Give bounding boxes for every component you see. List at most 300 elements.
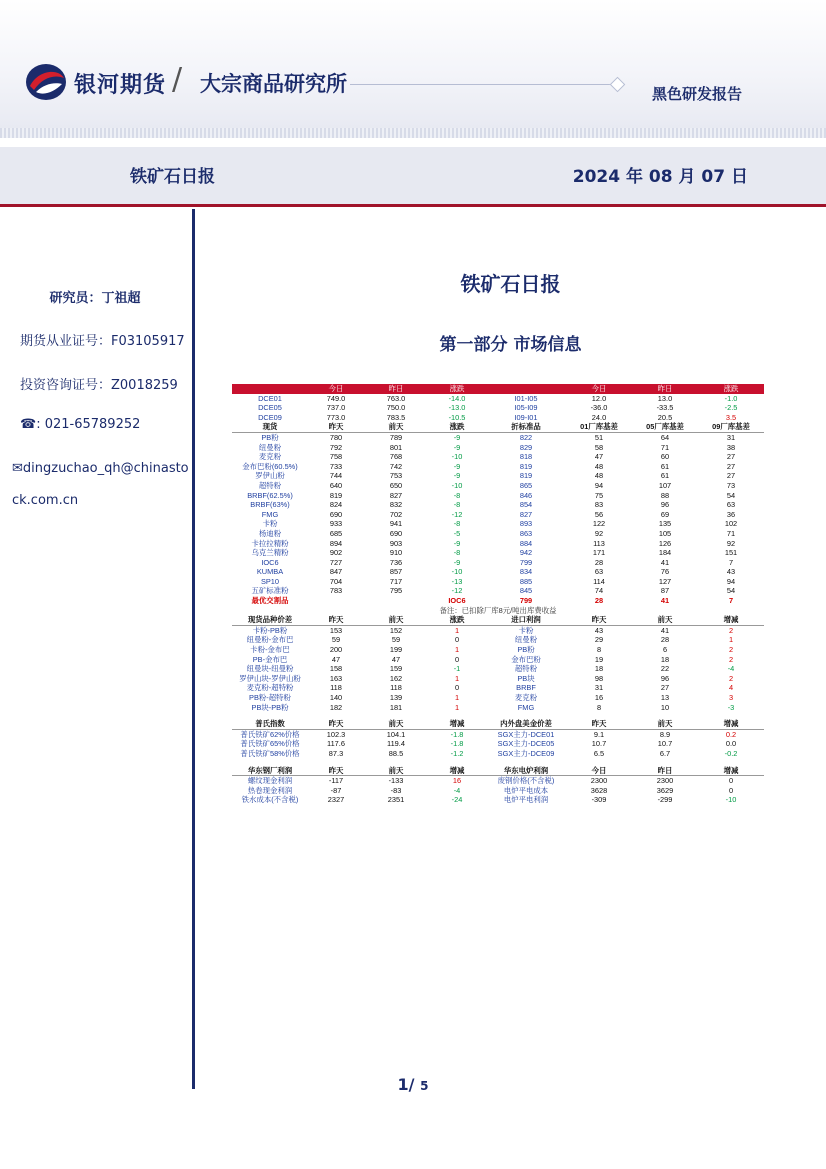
table-cell: -13.0 xyxy=(448,403,466,413)
table-cell: 昨日 xyxy=(632,766,698,776)
table-cell: 36 xyxy=(726,509,736,519)
table-cell: 16 xyxy=(452,776,462,786)
table-cell: 640 xyxy=(329,480,343,490)
galaxy-logo-icon xyxy=(24,62,68,102)
table-row xyxy=(232,443,764,453)
table-cell: 48 xyxy=(594,471,604,481)
table-row xyxy=(232,749,764,759)
table-cell: 73 xyxy=(726,480,736,490)
table-cell: 650 xyxy=(389,480,403,490)
table-row xyxy=(232,683,764,693)
table-cell: -1.0 xyxy=(724,393,738,403)
table-cell: -1.8 xyxy=(450,739,464,749)
table-cell: 0 xyxy=(728,776,734,786)
table-cell: 163 xyxy=(329,673,343,683)
table-cell: 59 xyxy=(391,635,401,645)
table-cell: 7 xyxy=(728,557,734,567)
table-cell: 麦克粉-超特粉 xyxy=(246,683,294,693)
table-cell: 114 xyxy=(593,576,605,586)
table-row xyxy=(232,645,764,655)
table-cell: 麦克粉 xyxy=(258,452,282,462)
doc-title: 铁矿石日报 xyxy=(460,272,561,296)
table-row xyxy=(232,481,764,491)
table-cell: 96 xyxy=(660,673,670,683)
table-cell: 941 xyxy=(389,519,403,529)
table-cell: 942 xyxy=(519,548,533,558)
table-row xyxy=(232,471,764,481)
table-cell: 3628 xyxy=(590,785,608,795)
table-cell: 涨跌 xyxy=(428,422,486,432)
table-cell: 88.5 xyxy=(388,748,404,758)
table-cell: -4 xyxy=(453,785,461,795)
table-cell: 181 xyxy=(389,702,403,712)
table-cell: 昨天 xyxy=(308,422,364,432)
table-cell: 742 xyxy=(389,461,403,471)
table-cell: 827 xyxy=(389,490,403,500)
table-cell: 19 xyxy=(594,654,604,664)
table-cell: 818 xyxy=(519,452,533,462)
table-row xyxy=(232,664,764,674)
table-section-header xyxy=(232,615,764,625)
table-cell: 753 xyxy=(389,471,403,481)
table-cell: -9 xyxy=(453,432,461,442)
page-total: 5 xyxy=(420,1079,429,1093)
table-cell: IOC6 xyxy=(448,596,466,606)
table-section-header xyxy=(232,719,764,729)
table-cell: 前天 xyxy=(364,719,428,729)
table-cell: 122 xyxy=(592,519,606,529)
table-cell: 43 xyxy=(726,567,736,577)
table-cell: 涨跌 xyxy=(428,615,486,625)
table-cell: 01厂库基差 xyxy=(566,422,632,432)
table-cell: 13 xyxy=(660,693,670,702)
table-cell: 92 xyxy=(594,528,604,538)
table-cell: 704 xyxy=(329,576,343,586)
table-row xyxy=(232,529,764,539)
table-cell: 158 xyxy=(329,664,343,674)
table-cell: 854 xyxy=(519,500,533,510)
table-cell: 09厂库基差 xyxy=(698,422,764,432)
table-cell: 普氏铁矿58%价格 xyxy=(240,748,300,758)
report-type: 黑色研发报告 xyxy=(652,85,743,103)
table-cell: 104.1 xyxy=(386,729,406,739)
table-cell: 普氏铁矿62%价格 xyxy=(240,729,300,739)
table-cell: 56 xyxy=(594,509,604,519)
table-cell: SGX主力-DCE01 xyxy=(497,729,555,739)
table-cell: 10 xyxy=(660,702,670,712)
table-row xyxy=(232,413,764,423)
table-cell: 28 xyxy=(660,635,670,645)
table-cell: 819 xyxy=(519,471,533,481)
table-cell: 107 xyxy=(658,480,672,490)
table-cell: PB粉-超特粉 xyxy=(249,693,291,702)
table-cell: DCE09 xyxy=(258,412,282,422)
table-cell: I09-I01 xyxy=(514,412,538,422)
table-cell: 31 xyxy=(726,432,736,442)
table-cell: -299 xyxy=(657,795,673,805)
table-cell: -1.8 xyxy=(450,729,464,739)
table-cell: 71 xyxy=(726,528,736,538)
table-cell: 卡粉-金布巴 xyxy=(250,645,290,655)
table-cell: -10 xyxy=(451,480,463,490)
table-cell: 前天 xyxy=(364,422,428,432)
table-cell: 2300 xyxy=(590,776,608,786)
table-cell: 47 xyxy=(331,654,341,664)
table-cell: PB粉 xyxy=(517,645,535,655)
table-cell: 纽曼块-纽曼粉 xyxy=(246,664,294,674)
table-cell: 69 xyxy=(660,509,670,519)
table-cell: -1.2 xyxy=(450,748,464,758)
table-row xyxy=(232,510,764,520)
table-cell: 今日 xyxy=(566,766,632,776)
table-cell: 前天 xyxy=(632,719,698,729)
table-cell: 789 xyxy=(389,432,403,442)
table-cell: 纽曼粉 xyxy=(514,635,538,645)
table-cell: 902 xyxy=(329,548,343,558)
table-cell: 0.2 xyxy=(725,729,737,739)
table-cell: 29 xyxy=(594,635,604,645)
table-cell: 超特粉 xyxy=(514,664,538,674)
table-cell: 799 xyxy=(519,557,533,567)
page-current: 1 xyxy=(397,1075,409,1094)
table-row xyxy=(232,625,764,635)
table-cell: 822 xyxy=(519,432,533,442)
table-cell: 64 xyxy=(660,432,670,442)
table-cell: DCE05 xyxy=(258,403,282,413)
table-cell: 杨迪粉 xyxy=(258,528,282,538)
table-cell: 763.0 xyxy=(386,393,406,403)
table-cell: -9 xyxy=(453,461,461,471)
table-cell: 54 xyxy=(726,586,736,596)
table-cell: 22 xyxy=(660,664,670,674)
table-cell: -83 xyxy=(390,785,402,795)
table-cell: 0.0 xyxy=(725,739,737,749)
table-cell: 12.0 xyxy=(591,393,607,403)
table-cell: 60 xyxy=(660,452,670,462)
table-row xyxy=(232,539,764,549)
table-cell: 94 xyxy=(594,480,604,490)
table-cell: 41 xyxy=(660,625,670,635)
table-cell: 纽曼粉-金布巴 xyxy=(246,635,294,645)
table-cell: 135 xyxy=(658,519,672,529)
table-cell: 47 xyxy=(594,452,604,462)
table-cell: 127 xyxy=(658,576,672,586)
table-cell: 61 xyxy=(660,461,670,471)
table-cell: 涨跌 xyxy=(428,384,486,394)
table-cell: 773.0 xyxy=(326,412,346,422)
table-cell: 750.0 xyxy=(386,403,406,413)
table-cell: 783.5 xyxy=(386,412,406,422)
table-cell: 4 xyxy=(728,683,734,693)
table-cell: 117.6 xyxy=(327,739,345,749)
table-cell xyxy=(486,384,566,394)
table-cell: 今日 xyxy=(566,384,632,394)
table-cell: 59 xyxy=(331,635,341,645)
table-cell: 五矿标准粉 xyxy=(251,586,289,596)
header-slash: / xyxy=(172,62,183,97)
table-note: 备注：已扣除厂库8元/吨出库费收益 xyxy=(439,605,557,615)
report-date: 2024 年 08 月 07 日 xyxy=(572,167,748,187)
table-row xyxy=(232,558,764,568)
email-line-2: ck.com.cn xyxy=(12,493,79,508)
table-cell: 171 xyxy=(592,548,606,558)
table-cell: 702 xyxy=(389,509,403,519)
table-cell: 最优交割品 xyxy=(251,596,289,606)
table-cell: 8.9 xyxy=(659,729,671,739)
table-row xyxy=(232,519,764,529)
table-cell: -24 xyxy=(451,795,463,805)
table-cell: 前天 xyxy=(364,615,428,625)
table-cell: BRBF(62.5%) xyxy=(247,490,293,500)
table-cell: 增减 xyxy=(428,766,486,776)
table-cell: 48 xyxy=(594,461,604,471)
table-cell: 102.3 xyxy=(326,729,346,739)
table-cell: 3 xyxy=(728,693,734,702)
table-cell: 热卷现金利润 xyxy=(247,785,293,795)
table-cell: 819 xyxy=(519,461,533,471)
table-cell: -10 xyxy=(451,452,463,462)
table-cell: SGX主力-DCE05 xyxy=(497,739,555,749)
table-cell: 现货 xyxy=(232,422,308,432)
table-cell: 736 xyxy=(389,557,403,567)
table-cell: 903 xyxy=(389,538,403,548)
table-cell: 增减 xyxy=(698,719,764,729)
table-cell: 846 xyxy=(519,490,533,500)
table-cell: 910 xyxy=(389,548,403,558)
table-cell: 3629 xyxy=(656,785,674,795)
table-cell: 2 xyxy=(728,645,734,655)
email-line-1: ✉dingzuchao_qh@chinasto xyxy=(12,461,189,476)
table-cell: 1 xyxy=(454,645,460,655)
table-cell: 749.0 xyxy=(326,393,346,403)
table-cell: 113 xyxy=(593,538,605,548)
table-cell: 151 xyxy=(724,548,738,558)
table-row xyxy=(232,586,764,596)
table-cell: 前天 xyxy=(632,615,698,625)
table-cell: -309 xyxy=(591,795,607,805)
table-cell: 865 xyxy=(519,480,533,490)
table-cell: 38 xyxy=(726,442,736,452)
table-cell: KUMBA xyxy=(256,567,284,577)
table-cell: 18 xyxy=(594,664,604,674)
table-cell: 前天 xyxy=(364,766,428,776)
table-cell: 0 xyxy=(454,654,460,664)
table-row xyxy=(232,786,764,796)
table-cell: 733 xyxy=(329,461,343,471)
table-cell: PB块 xyxy=(517,673,535,683)
table-cell: 05厂库基差 xyxy=(632,422,698,432)
table-cell: 894 xyxy=(329,538,343,548)
table-cell: 8 xyxy=(596,645,602,655)
table-cell: -8 xyxy=(453,490,461,500)
table-cell: FMG xyxy=(261,509,279,519)
table-cell: 92 xyxy=(726,538,736,548)
table-cell: -33.5 xyxy=(656,403,674,413)
table-cell: 1 xyxy=(454,625,460,635)
table-cell: 卡粉 xyxy=(262,519,278,529)
table-cell: 9.1 xyxy=(593,729,605,739)
table-cell: 昨天 xyxy=(308,766,364,776)
table-cell: -8 xyxy=(453,519,461,529)
table-row xyxy=(232,655,764,665)
table-cell: -10 xyxy=(451,567,463,577)
table-cell: 2 xyxy=(728,625,734,635)
table-cell: 2351 xyxy=(387,795,405,805)
table-cell: 27 xyxy=(726,452,736,462)
table-cell: 昨天 xyxy=(566,615,632,625)
table-cell: 119.4 xyxy=(387,739,405,749)
table-row xyxy=(232,567,764,577)
table-cell: 105 xyxy=(658,528,672,538)
table-cell: 199 xyxy=(389,645,403,655)
table-cell: 832 xyxy=(389,500,403,510)
table-cell: 24.0 xyxy=(591,412,607,422)
table-cell: 0 xyxy=(454,635,460,645)
table-cell: BRBF xyxy=(516,683,536,693)
researcher-name: 研究员：丁祖超 xyxy=(49,291,141,306)
table-cell: 昨天 xyxy=(566,719,632,729)
table-cell: 27 xyxy=(726,471,736,481)
table-cell: 卡粉 xyxy=(518,625,534,635)
table-cell: 61 xyxy=(660,471,670,481)
table-cell xyxy=(232,384,308,394)
band-title: 铁矿石日报 xyxy=(130,167,215,187)
table-cell: -8 xyxy=(453,500,461,510)
table-cell: SP10 xyxy=(260,576,280,586)
table-cell: 罗伊山粉 xyxy=(255,471,285,481)
table-cell: 685 xyxy=(329,528,343,538)
table-cell: 162 xyxy=(389,673,403,683)
table-cell: 102 xyxy=(724,519,738,529)
table-cell: 0 xyxy=(454,683,460,693)
table-cell: 834 xyxy=(519,567,533,577)
table-cell: 金布巴粉 xyxy=(511,654,541,664)
table-cell: 20.5 xyxy=(657,412,673,422)
table-cell: 140 xyxy=(329,693,343,702)
table-cell: 51 xyxy=(594,432,604,442)
table-cell: 10.7 xyxy=(657,739,673,749)
table-cell: 现货品种价差 xyxy=(232,615,308,625)
table-cell: 纽曼粉 xyxy=(258,442,282,452)
table-cell: 乌克兰精粉 xyxy=(251,548,289,558)
table-cell: 54 xyxy=(726,490,736,500)
table-cell: 717 xyxy=(389,576,403,586)
table-row xyxy=(232,795,764,805)
table-cell: 28 xyxy=(594,557,604,567)
table-cell: 83 xyxy=(594,500,604,510)
table-cell: 13.0 xyxy=(657,393,673,403)
table-cell: -3 xyxy=(727,702,735,712)
table-cell: 118 xyxy=(390,683,402,693)
institute-name: 大宗商品研究所 xyxy=(200,72,347,96)
table-row xyxy=(232,500,764,510)
table-cell: 金布巴粉(60.5%) xyxy=(242,461,298,471)
table-cell: 超特粉 xyxy=(258,480,282,490)
table-cell: 152 xyxy=(389,625,403,635)
table-cell: -10.5 xyxy=(448,412,466,422)
table-cell: 182 xyxy=(329,702,343,712)
table-cell: 63 xyxy=(594,567,604,577)
table-cell: 6.7 xyxy=(659,748,671,758)
table-cell: BRBF(63%) xyxy=(250,500,290,510)
table-cell: 893 xyxy=(519,519,533,529)
table-cell: 87 xyxy=(660,586,670,596)
table-cell: 159 xyxy=(389,664,403,674)
table-section-header xyxy=(232,422,764,432)
market-info-table xyxy=(232,384,764,805)
table-cell: -14.0 xyxy=(448,393,466,403)
table-cell: 63 xyxy=(726,500,736,510)
table-cell: 184 xyxy=(658,548,672,558)
table-cell: 792 xyxy=(329,442,343,452)
table-cell: 75 xyxy=(594,490,604,500)
table-cell: 885 xyxy=(519,576,533,586)
table-row xyxy=(232,635,764,645)
table-cell: 31 xyxy=(594,683,604,693)
table-cell: 847 xyxy=(329,567,343,577)
table-cell: 824 xyxy=(329,500,343,510)
table-cell: 昨天 xyxy=(308,615,364,625)
table-cell: PB块-PB粉 xyxy=(251,702,289,712)
table-header-row xyxy=(232,384,764,394)
table-cell: 27 xyxy=(726,461,736,471)
table-row xyxy=(232,776,764,786)
table-cell: -133 xyxy=(388,776,404,786)
table-cell: 829 xyxy=(519,442,533,452)
table-cell: -13 xyxy=(451,576,463,586)
table-cell: I05-I09 xyxy=(514,403,538,413)
table-cell: SGX主力-DCE09 xyxy=(497,748,555,758)
table-row xyxy=(232,432,764,442)
table-cell: 电炉平电成本 xyxy=(503,785,549,795)
table-cell: DCE01 xyxy=(258,393,282,403)
title-band xyxy=(0,147,826,207)
table-cell: PB粉 xyxy=(261,432,279,442)
table-cell: -12 xyxy=(451,586,463,596)
table-cell: 麦克粉 xyxy=(514,693,538,702)
table-cell: 昨天 xyxy=(308,719,364,729)
table-note-row xyxy=(232,606,764,616)
table-spacer xyxy=(232,759,764,766)
table-cell: 昨日 xyxy=(632,384,698,394)
table-cell: 1 xyxy=(454,702,460,712)
table-row xyxy=(232,739,764,749)
advisory-cert: 投资咨询证号：Z0018259 xyxy=(20,378,178,393)
table-spacer xyxy=(232,712,764,719)
table-cell: 华东电炉利润 xyxy=(486,766,566,776)
table-cell: 884 xyxy=(519,538,533,548)
table-row xyxy=(232,729,764,739)
table-cell: 1 xyxy=(728,635,734,645)
table-cell: 727 xyxy=(329,557,343,567)
table-cell: 863 xyxy=(519,528,533,538)
table-cell: 27 xyxy=(660,683,670,693)
table-cell: 845 xyxy=(519,586,533,596)
table-cell: 7 xyxy=(728,596,734,606)
table-cell: 126 xyxy=(658,538,672,548)
header-deco-line xyxy=(350,84,618,85)
table-cell: 88 xyxy=(660,490,670,500)
table-cell: -4 xyxy=(727,664,735,674)
table-cell: 电炉平电利润 xyxy=(503,795,549,805)
table-cell: 153 xyxy=(329,625,343,635)
table-cell: -9 xyxy=(453,557,461,567)
table-cell: 0 xyxy=(728,785,734,795)
phone: ☎: 021-65789252 xyxy=(20,417,141,432)
page-sep: / xyxy=(408,1075,415,1094)
section-title: 第一部分 市场信息 xyxy=(439,335,582,355)
table-cell: 690 xyxy=(329,509,343,519)
